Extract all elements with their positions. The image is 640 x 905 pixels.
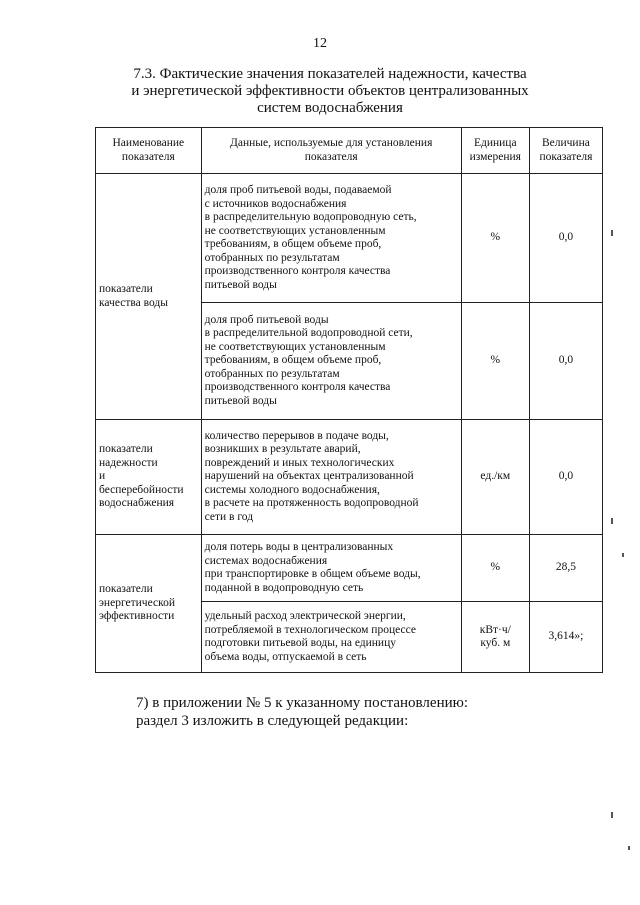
table-row: [96, 420, 603, 535]
indicator-data: доля потерь воды в централизованных системах водоснабжения при транспортировке в общем объеме воды, поданной в водопроводную сеть: [201, 535, 461, 602]
table-row: [96, 174, 603, 303]
section-title-line: систем водоснабжения: [257, 100, 403, 116]
indicator-value: 0,0: [529, 420, 602, 535]
indicator-unit: ед./км: [461, 420, 529, 535]
indicator-group-name: показатели энергетической эффективности: [96, 535, 202, 673]
indicator-data: доля проб питьевой воды, подаваемой с источников водоснабжения в распределительную водопроводную сеть, не соответствующих установленным требованиям, в общем объеме проб, отобранных по результатам производственного контроля качества питьевой воды: [201, 174, 461, 303]
indicator-value: 3,614»;: [529, 602, 602, 673]
amendment-text: [136, 694, 576, 730]
indicator-unit: %: [461, 535, 529, 602]
indicators-table: [95, 127, 603, 673]
section-title-line: 7.3. Фактические значения показателей надежности, качества: [133, 66, 527, 82]
scan-speck: [611, 518, 613, 524]
indicator-value: 28,5: [529, 535, 602, 602]
scan-speck: [611, 812, 613, 818]
scan-speck: [611, 230, 613, 236]
scan-speck: [622, 553, 624, 557]
header-unit: Единица измерения: [461, 128, 529, 174]
indicator-data: количество перерывов в подаче воды, возникших в результате аварий, повреждений и иных технологических нарушений на объектах централизованной системы холодного водоснабжения, в расчете на протяженность водопроводной сети в год: [201, 420, 461, 535]
indicator-group-name: показатели надежности и бесперебойности водоснабжения: [96, 420, 202, 535]
header-indicator-name: Наименование показателя: [96, 128, 202, 174]
indicator-data: доля проб питьевой воды в распределительной водопроводной сети, не соответствующих установленным требованиям, в общем объеме проб, отобранных по результатам производственного контроля качества питьевой воды: [201, 303, 461, 420]
scan-speck: [628, 846, 630, 850]
indicator-value: 0,0: [529, 174, 602, 303]
indicator-unit: %: [461, 174, 529, 303]
indicator-data: удельный расход электрической энергии, потребляемой в технологическом процессе подготовки питьевой воды, на единицу объема воды, отпускаемой в сеть: [201, 602, 461, 673]
page-number: 12: [313, 36, 327, 51]
indicator-group-name: показатели качества воды: [96, 174, 202, 420]
indicator-unit: кВт·ч/ куб. м: [461, 602, 529, 673]
section-title-line: и энергетической эффективности объектов централизованных: [131, 83, 529, 99]
indicator-unit: %: [461, 303, 529, 420]
table-header-row: [96, 128, 603, 174]
header-value: Величина показателя: [529, 128, 602, 174]
header-source-data: Данные, используемые для установления показателя: [201, 128, 461, 174]
table-row: [96, 535, 603, 602]
section-title: [120, 66, 540, 117]
indicator-value: 0,0: [529, 303, 602, 420]
amendment-line: раздел 3 изложить в следующей редакции:: [136, 713, 409, 729]
amendment-line: 7) в приложении № 5 к указанному постановлению:: [136, 695, 468, 711]
